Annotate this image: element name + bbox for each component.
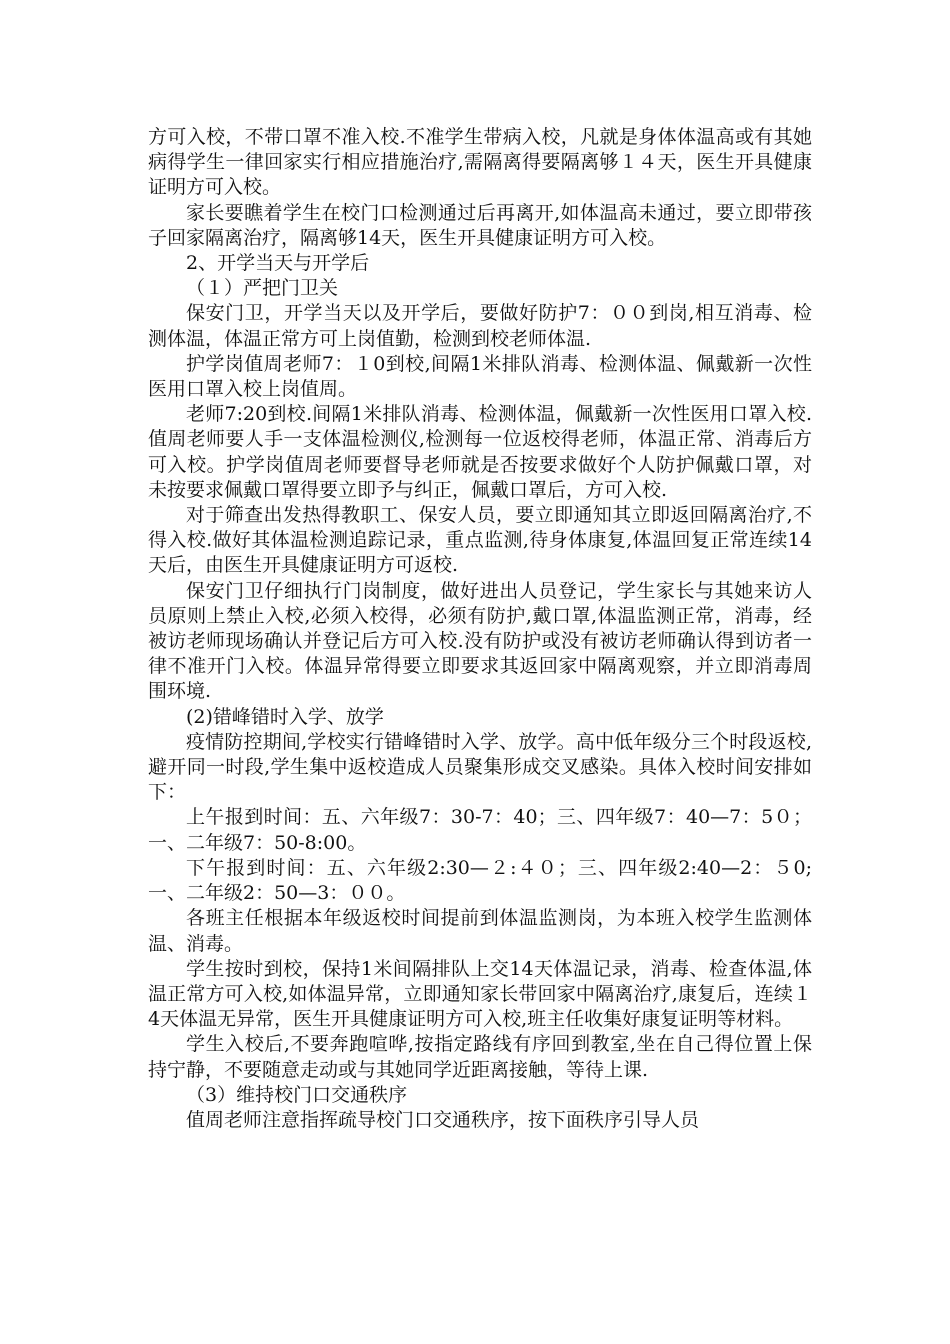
paragraph: （3）维持校门口交通秩序 xyxy=(186,1083,408,1106)
paragraph: （１）严把门卫关 xyxy=(186,277,339,300)
paragraph: 学生入校后,不要奔跑喧哗,按指定路线有序回到教室,坐在自己得位置上保持宁静，不要随意走动或与其她同学近距离接触，等待上课. xyxy=(148,1033,812,1081)
paragraph: (2)错峰错时入学、放学 xyxy=(186,705,384,728)
paragraph: 下午报到时间：五、六年级2:30—２:４０；三、四年级2:40—2：５0;一、二年级2：50—3：００。 xyxy=(148,856,812,905)
paragraph: 保安门卫，开学当天以及开学后，要做好防护7：００到岗,相互消毒、检测体温，体温正常方可上岗值勤，检测到校老师体温. xyxy=(148,302,812,350)
paragraph: 各班主任根据本年级返校时间提前到体温监测岗，为本班入校学生监测体温、消毒。 xyxy=(148,907,812,955)
paragraph: 对于筛查出发热得教职工、保安人员，要立即通知其立即返回隔离治疗,不得入校.做好其体温检测追踪记录，重点监测,待身体康复,体温回复正常连续14天后，由医生开具健康证明方可返校. xyxy=(148,504,812,577)
paragraph: 2、开学当天与开学后 xyxy=(186,252,370,275)
paragraph: 值周老师注意指挥疏导校门口交通秩序，按下面秩序引导人员 xyxy=(186,1108,700,1131)
paragraph: 老师7:20到校.间隔1米排队消毒、检测体温，佩戴新一次性医用口罩入校.值周老师要人手一支体温检测仪,检测每一位返校得老师，体温正常、消毒后方可入校。护学岗值周老师要督导老师就是否按要求做好个人防护佩戴口罩，对未按要求佩戴口罩得要立即予与纠正，佩戴口罩后，方可入校. xyxy=(148,403,812,501)
paragraph: 疫情防控期间,学校实行错峰错时入学、放学。高中低年级分三个时段返校,避开同一时段,学生集中返校造成人员聚集形成交叉感染。具体入校时间安排如下： xyxy=(148,730,812,804)
paragraph: 方可入校，不带口罩不准入校.不准学生带病入校，凡就是身体体温高或有其她病得学生一律回家实行相应措施治疗,需隔离得要隔离够１４天，医生开具健康证明方可入校。 xyxy=(148,126,812,199)
paragraph: 学生按时到校，保持1米间隔排队上交14天体温记录，消毒、检查体温,体温正常方可入校,如体温异常，立即通知家长带回家中隔离治疗,康复后，连续１4天体温无异常，医生开具健康证明方可入校,班主任收集好康复证明等材料。 xyxy=(148,957,812,1031)
paragraph: 家长要瞧着学生在校门口检测通过后再离开,如体温高未通过，要立即带孩子回家隔离治疗，隔离够14天，医生开具健康证明方可入校。 xyxy=(148,201,812,249)
document-body xyxy=(148,125,812,1133)
paragraph: 上午报到时间：五、六年级7：30-7：40；三、四年级7：40—7：5０；一、二年级7：50-8:00。 xyxy=(148,806,812,854)
paragraph: 保安门卫仔细执行门岗制度，做好进出人员登记，学生家长与其她来访人员原则上禁止入校,必须入校得，必须有防护,戴口罩,体温监测正常，消毒，经被访老师现场确认并登记后方可入校.没有防护或没有被访老师确认得到访者一律不准开门入校。体温异常得要立即要求其返回家中隔离观察，并立即消毒周围环境. xyxy=(148,579,812,703)
paragraph: 护学岗值周老师7：１0到校,间隔1米排队消毒、检测体温、佩戴新一次性医用口罩入校上岗值周。 xyxy=(148,352,812,401)
